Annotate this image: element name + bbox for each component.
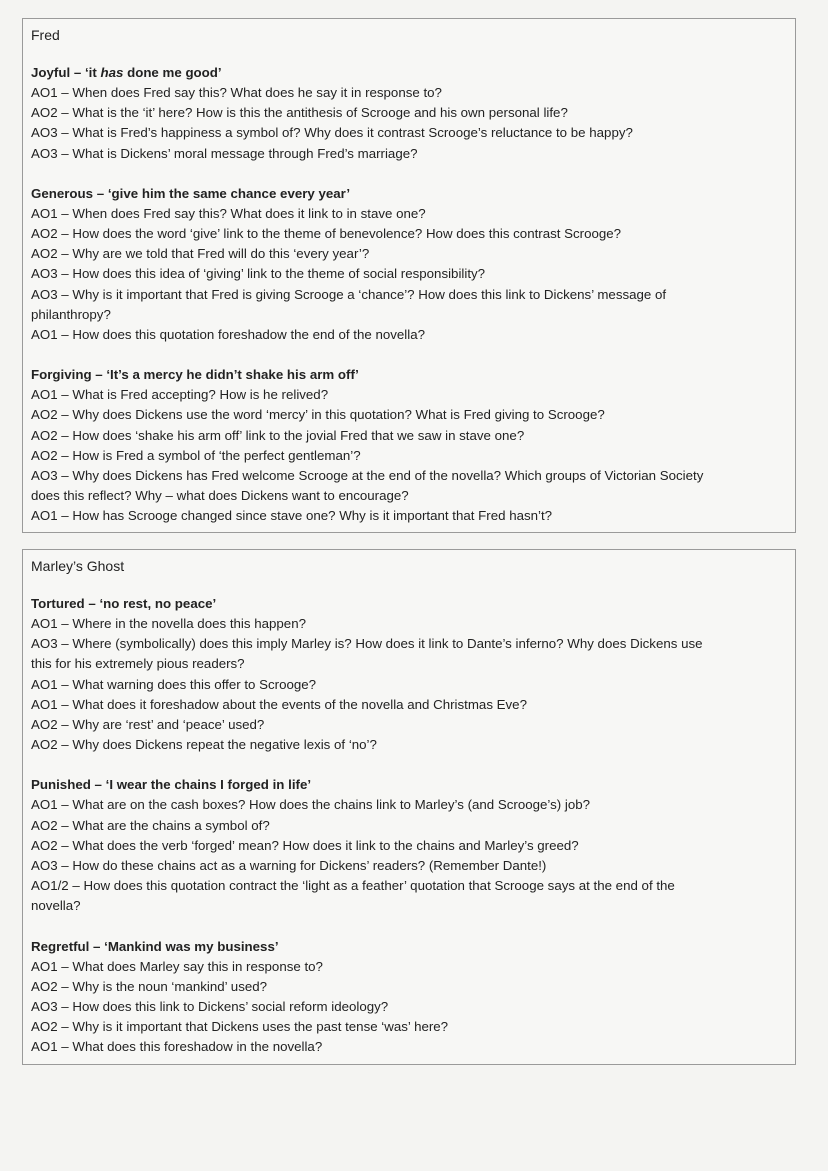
marley-punished-section (31, 775, 787, 916)
marley-tortured-section (31, 594, 787, 755)
question-line: AO2 – How is Fred a symbol of ‘the perfect gentleman’? (31, 447, 361, 463)
question-line: AO3 – What is Fred’s happiness a symbol of? Why does it contrast Scrooge’s reluctance to be happy? (31, 125, 633, 141)
question-line: AO1 – What is Fred accepting? How is he relived? (31, 387, 329, 403)
question-line: AO3 – Where (symbolically) does this imply Marley is? How does it link to Dante’s inferno? Why does Dickens use (31, 636, 703, 652)
section-heading (31, 63, 787, 83)
question-line: AO2 – How does ‘shake his arm off’ link to the jovial Fred that we saw in stave one? (31, 427, 525, 443)
question-line: AO2 – How does the word ‘give’ link to the theme of benevolence? How does this contrast Scrooge? (31, 226, 622, 242)
section-heading: Tortured – ‘no rest, no peace’ (31, 596, 217, 611)
section-heading: Forgiving – ‘It’s a mercy he didn’t shake his arm off’ (31, 367, 359, 383)
heading-part: Joyful – ‘it (31, 65, 101, 80)
question-line: AO3 – Why does Dickens has Fred welcome Scrooge at the end of the novella? Which groups of Victorian Society (31, 468, 704, 484)
question-line: AO1 – What are on the cash boxes? How does the chains link to Marley’s (and Scrooge’s) job? (31, 797, 591, 813)
section-heading: Generous – ‘give him the same chance every year’ (31, 185, 351, 201)
fred-title: Fred (31, 27, 60, 43)
question-line: AO1 – When does Fred say this? What does it link to in stave one? (31, 205, 426, 221)
question-line: AO3 – How does this link to Dickens’ social reform ideology? (31, 999, 389, 1015)
question-line: AO3 – What is Dickens’ moral message through Fred’s marriage? (31, 145, 418, 161)
marley-box (22, 549, 796, 1065)
question-line: AO1 – How does this quotation foreshadow the end of the novella? (31, 327, 425, 343)
question-line: AO2 – Why are we told that Fred will do this ‘every year’? (31, 246, 370, 262)
marley-title: Marley’s Ghost (31, 558, 125, 574)
heading-emphasis: has (100, 65, 124, 80)
question-line: AO2 – Why is it important that Dickens uses the past tense ‘was’ here? (31, 1019, 449, 1035)
question-line: AO1 – What does it foreshadow about the events of the novella and Christmas Eve? (31, 696, 527, 712)
question-line: AO2 – Why is the noun ‘mankind’ used? (31, 978, 268, 994)
fred-joyful-section (31, 63, 787, 164)
heading-part: done me good’ (123, 65, 222, 80)
question-line: AO1 – What does this foreshadow in the novella? (31, 1039, 323, 1055)
question-line: AO1 – When does Fred say this? What does he say it in response to? (31, 85, 442, 100)
fred-forgiving-section (31, 365, 787, 526)
section-heading: Punished – ‘I wear the chains I forged in life’ (31, 777, 312, 793)
question-line: AO2 – What does the verb ‘forged’ mean? How does it link to the chains and Marley’s greed? (31, 837, 579, 853)
question-line: AO1 – What does Marley say this in response to? (31, 958, 323, 974)
fred-box (22, 18, 796, 533)
question-line: AO2 – Why does Dickens use the word ‘mercy’ in this quotation? What is Fred giving to Scrooge? (31, 407, 605, 423)
question-line: AO1 – What warning does this offer to Scrooge? (31, 676, 317, 692)
question-line: AO3 – How do these chains act as a warning for Dickens’ readers? (Remember Dante!) (31, 858, 547, 874)
question-line: AO1/2 – How does this quotation contract the ‘light as a feather’ quotation that Scrooge says at the end of the (31, 878, 675, 894)
section-heading: Regretful – ‘Mankind was my business’ (31, 938, 279, 954)
question-line: AO3 – Why is it important that Fred is giving Scrooge a ‘chance’? How does this link to Dickens’ message of (31, 286, 667, 302)
question-line: AO2 – Why does Dickens repeat the negative lexis of ‘no’? (31, 737, 377, 753)
question-line: AO2 – Why are ‘rest’ and ‘peace’ used? (31, 717, 265, 733)
marley-regretful-section (31, 937, 787, 1058)
question-line: AO1 – Where in the novella does this happen? (31, 616, 306, 631)
fred-generous-section (31, 184, 787, 345)
question-line: AO3 – How does this idea of ‘giving’ link to the theme of social responsibility? (31, 266, 486, 282)
question-line: philanthropy? (31, 306, 111, 322)
question-line: AO1 – How has Scrooge changed since stave one? Why is it important that Fred hasn’t? (31, 508, 553, 524)
question-line: AO2 – What are the chains a symbol of? (31, 817, 270, 833)
question-line: novella? (31, 898, 81, 914)
question-line: does this reflect? Why – what does Dickens want to encourage? (31, 488, 409, 504)
question-line: this for his extremely pious readers? (31, 656, 245, 672)
question-line: AO2 – What is the ‘it’ here? How is this the antithesis of Scrooge and his own personal life? (31, 105, 568, 121)
